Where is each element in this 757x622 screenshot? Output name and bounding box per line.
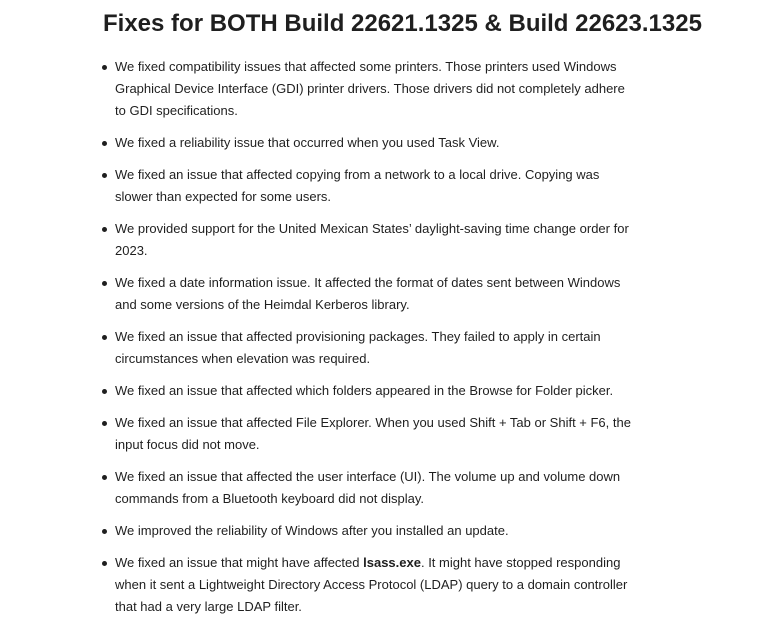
list-item-text: We fixed an issue that affected provisioning packages. They failed to apply in certain circumstances when elevation was required. (115, 329, 601, 366)
list-item-text: We fixed compatibility issues that affected some printers. Those printers used Windows Graphical Device Interface (GDI) printer drivers. Those drivers did not completely adhere to GDI specifications. (115, 59, 625, 118)
list-item (115, 56, 635, 122)
list-item-text: We fixed an issue that affected copying from a network to a local drive. Copying was slower than expected for some users. (115, 167, 600, 204)
bullet-icon (102, 173, 107, 178)
bullet-icon (102, 389, 107, 394)
bullet-icon (102, 529, 107, 534)
list-item-text: We improved the reliability of Windows after you installed an update. (115, 523, 509, 538)
list-item-text-before: We fixed an issue that might have affected (115, 555, 364, 570)
bullet-icon (102, 281, 107, 286)
list-item (115, 326, 635, 370)
list-item-text: We fixed an issue that affected which folders appeared in the Browse for Folder picker. (115, 383, 614, 398)
bullet-icon (102, 561, 107, 566)
list-item-text: We fixed a date information issue. It affected the format of dates sent between Windows and some versions of the Heimdal Kerberos library. (115, 275, 621, 312)
list-item-text-after: . It might have stopped responding when it sent a Lightweight Directory Access Protocol (LDAP) query to a domain controller that had a very large LDAP filter. (115, 555, 628, 614)
list-item (115, 552, 635, 618)
list-item (115, 272, 635, 316)
list-item-text: We fixed a reliability issue that occurred when you used Task View. (115, 135, 500, 150)
bullet-icon (102, 141, 107, 146)
list-item (115, 520, 635, 542)
list-item (115, 218, 635, 262)
list-item (115, 380, 635, 402)
bullet-icon (102, 475, 107, 480)
list-item (115, 466, 635, 510)
bullet-icon (102, 65, 107, 70)
list-item-text: We provided support for the United Mexican States’ daylight-saving time change order for 2023. (115, 221, 629, 258)
list-item-text: We fixed an issue that affected File Explorer. When you used Shift + Tab or Shift + F6, the input focus did not move. (115, 415, 631, 452)
fix-list (115, 56, 635, 622)
bullet-icon (102, 421, 107, 426)
bullet-icon (102, 335, 107, 340)
list-item (115, 132, 635, 154)
section-heading: Fixes for BOTH Build 22621.1325 & Build 22623.1325 (103, 10, 702, 37)
list-item (115, 164, 635, 208)
bullet-icon (102, 227, 107, 232)
list-item-text: We fixed an issue that affected the user interface (UI). The volume up and volume down commands from a Bluetooth keyboard did not display. (115, 469, 621, 506)
list-item (115, 412, 635, 456)
process-name: lsass.exe (363, 555, 421, 570)
